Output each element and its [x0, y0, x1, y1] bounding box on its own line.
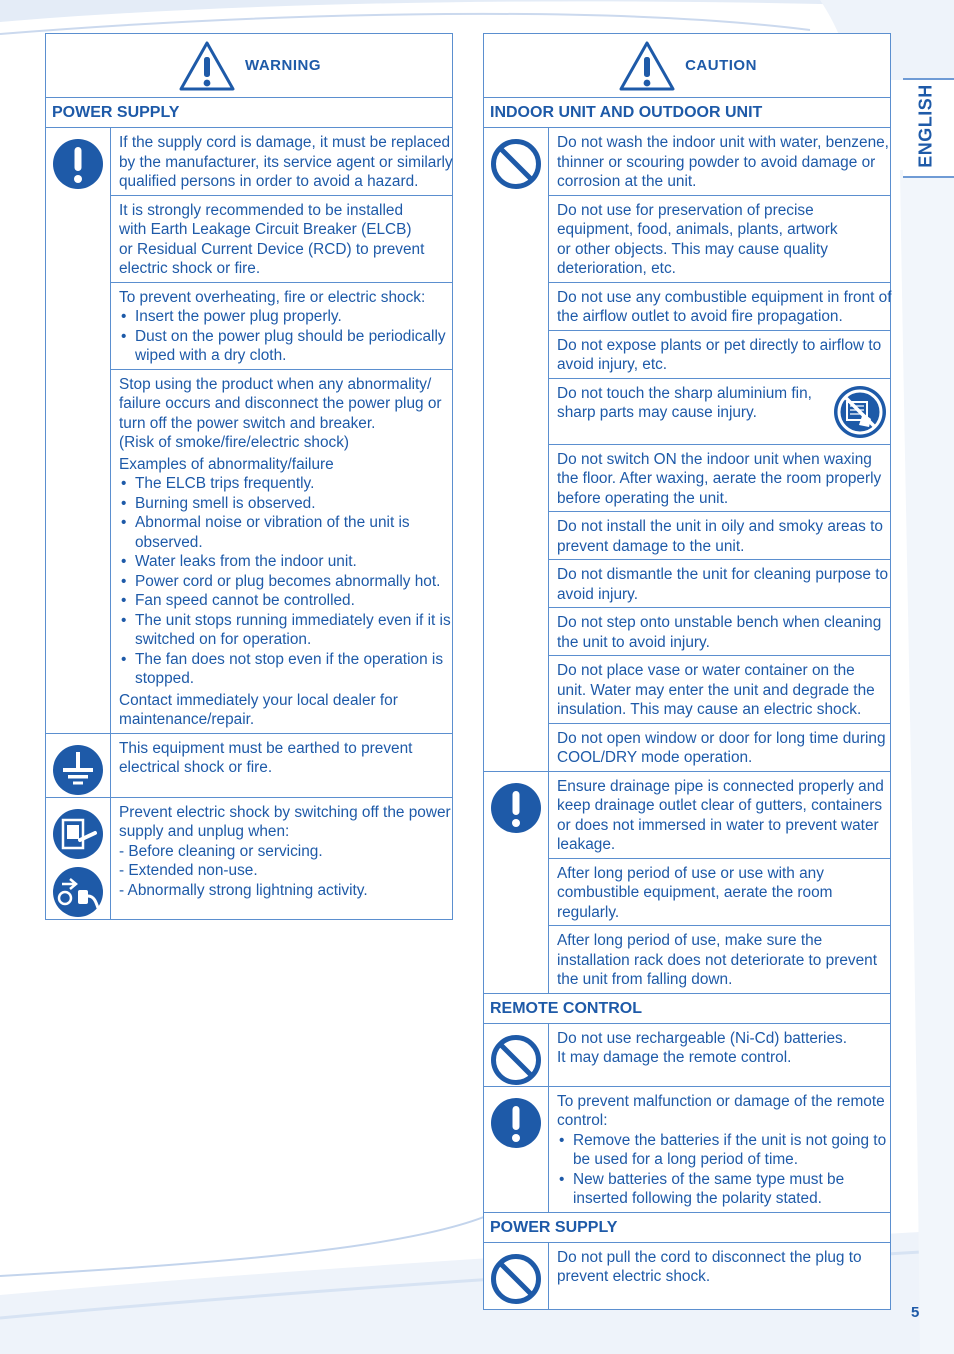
caution-group-remote-mandatory — [484, 1087, 890, 1213]
switch-off-power-icon — [52, 808, 104, 860]
mandatory-action-icon — [490, 1097, 542, 1149]
warning-group-disconnect — [46, 798, 452, 919]
no-touch-fin-icon — [833, 385, 887, 439]
caution-item: Do not use rechargeable (Ni-Cd) batteries. It may damage the remote control. — [557, 1029, 847, 1066]
caution-group-power-prohibition — [484, 1243, 890, 1309]
caution-triangle-icon — [617, 39, 677, 93]
page-number: 5 — [911, 1304, 920, 1321]
caution-group-prohibition — [484, 128, 890, 772]
warning-panel — [45, 33, 453, 920]
caution-item: After long period of use, make sure the installation rack does not deteriorate to prevent the unit from falling down. — [557, 932, 877, 988]
caution-item: Do not wash the indoor unit with water, benzene, thinner or scouring powder to avoid damage or corrosion at the unit. — [549, 128, 890, 196]
mandatory-action-icon — [52, 138, 104, 190]
caution-item: Do not switch ON the indoor unit when waxing the floor. After waxing, aerate the room properly before operating the unit. — [549, 445, 890, 513]
caution-header — [484, 34, 890, 98]
caution-item: Do not place vase or water container on the unit. Water may enter the unit and degrade the insulation. This may cause an electric shock. — [549, 656, 890, 724]
warning-label: WARNING — [245, 57, 321, 74]
caution-item: Do not use for preservation of precise equipment, food, animals, plants, artwork or other objects. This may cause quality deterioration, etc. — [549, 196, 890, 283]
caution-item: Do not touch the sharp aluminium fin, sharp parts may cause injury. — [549, 379, 890, 445]
warning-item: It is strongly recommended to be installed with Earth Leakage Circuit Breaker (ELCB) or Residual Current Device (RCD) to prevent electric shock or fire. — [111, 196, 452, 283]
unplug-icon — [52, 866, 104, 918]
section-title-remote-control: REMOTE CONTROL — [484, 994, 890, 1024]
caution-item: To prevent malfunction or damage of the remote control: • Remove the batteries if the unit is not going to be used for a long period of time. • New batteries of the same type must be inserted following the polarity stated. — [549, 1087, 890, 1212]
caution-item: Do not expose plants or pet directly to airflow to avoid injury, etc. — [549, 331, 890, 379]
caution-item: Do not install the unit in oily and smoky areas to prevent damage to the unit. — [549, 512, 890, 560]
caution-item: Do not open window or door for long time during COOL/DRY mode operation. — [557, 729, 886, 766]
warning-item: Stop using the product when any abnormality/ failure occurs and disconnect the power plug or turn off the power switch and breaker. (Risk of smoke/fire/electric shock) Examples of abnormality/failure • The ELCB trips frequently. • Burning smell is observed. • Abnormal noise or vibration of the unit is observed. • Water leaks from the indoor unit. • Power cord or plug becomes abnormally hot. • Fan speed cannot be controlled. • The unit stops running immediately even if it is switched on for operation. • The fan does not stop even if the operation is stopped. Contact immediately your local dealer for maintenance/repair. — [111, 370, 452, 733]
section-title-indoor-outdoor: INDOOR UNIT AND OUTDOOR UNIT — [484, 98, 890, 128]
language-tab-label: ENGLISH — [915, 84, 936, 168]
prohibition-icon — [490, 138, 542, 190]
caution-item: Ensure drainage pipe is connected properly and keep drainage outlet clear of gutters, containers or does not immersed in water to prevent water leakage. — [549, 772, 890, 859]
caution-item: Do not step onto unstable bench when cleaning the unit to avoid injury. — [549, 608, 890, 656]
prohibition-icon — [490, 1253, 542, 1305]
caution-item: After long period of use or use with any combustible equipment, aerate the room regularly. — [549, 859, 890, 927]
caution-item: Do not pull the cord to disconnect the plug to prevent electric shock. — [557, 1248, 862, 1285]
warning-item: To prevent overheating, fire or electric shock: • Insert the power plug properly. • Dust on the power plug should be periodically wiped with a dry cloth. — [111, 283, 452, 370]
warning-item: This equipment must be earthed to prevent electrical shock or fire. — [119, 739, 413, 776]
caution-group-mandatory — [484, 772, 890, 994]
warning-item: If the supply cord is damage, it must be replaced by the manufacturer, its service agent or similarly qualified persons in order to avoid a hazard. — [111, 128, 452, 196]
warning-header — [46, 34, 452, 98]
caution-item: Do not use any combustible equipment in front of the airflow outlet to avoid fire propagation. — [549, 283, 890, 331]
warning-item: Prevent electric shock by switching off the power supply and unplug when: - Before cleaning or servicing. - Extended non-use. - Abnormally strong lightning activity. — [119, 803, 451, 899]
warning-triangle-icon — [177, 39, 237, 93]
caution-item: Do not dismantle the unit for cleaning purpose to avoid injury. — [549, 560, 890, 608]
section-title-power-supply-caution: POWER SUPPLY — [484, 1213, 890, 1243]
section-title-power-supply: POWER SUPPLY — [46, 98, 452, 128]
earth-ground-icon — [52, 744, 104, 796]
caution-group-remote-prohibition — [484, 1024, 890, 1087]
warning-group-earth — [46, 734, 452, 798]
caution-panel — [483, 33, 891, 1310]
mandatory-action-icon — [490, 782, 542, 834]
prohibition-icon — [490, 1034, 542, 1086]
warning-group-power — [46, 128, 452, 734]
caution-label: CAUTION — [685, 57, 757, 74]
